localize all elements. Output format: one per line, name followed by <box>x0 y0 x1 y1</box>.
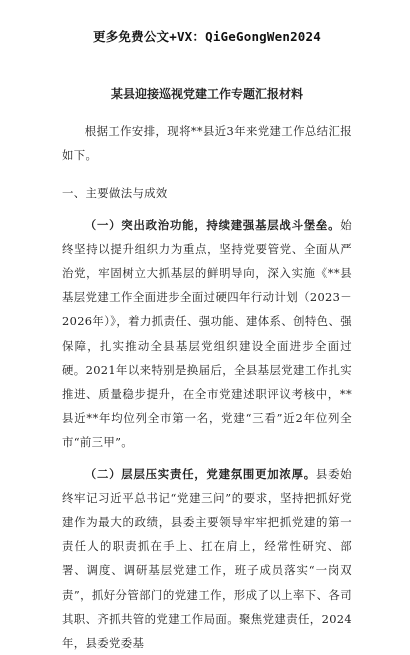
section-heading: 一、主要做法与成效 <box>62 186 168 201</box>
document-title: 某县迎接巡视党建工作专题汇报材料 <box>110 87 303 101</box>
paragraph-body: 县委始终牢记习近平总书记“党建三问”的要求，坚持把抓好党建作为最大的政绩，县委主要领导牢牢把抓党建的第一责任人的职责抓在手上、扛在肩上，经常性研究、部署、调度、调研基层党建工作，班子成员落实“一岗双责”，抓好分管部门的党建工作，形成了以上率下、各司其职、齐抓共管的党建工作局面。聚焦党建责任，2024年，县委党委基 <box>62 466 352 651</box>
body-paragraph-1 <box>62 213 352 455</box>
paragraph-lead: （二）层层压实责任，党建氛围更加浓厚。 <box>84 466 316 481</box>
paragraph-body: 始终坚持以提升组织力为重点，坚持党要管党、全面从严治党，牢固树立大抓基层的鲜明导向，深入实施《**县基层党建工作全面进步全面过硬四年行动计划（2023－2026年）》，着力抓责任、强功能、建体系、创特色、强保障，扎实推动全县基层党组织建设全面进步全面过硬。2021年以来特别是换届后，全县基层党建工作扎实推进、质量稳步提升，在全市党建述职评议考核中，**县近**年均位列全市第一名，党建“三看”近2年位列全市“前三甲”。 <box>62 217 352 450</box>
body-paragraph-2 <box>62 462 352 655</box>
watermark-header: 更多免费公文+VX：QiGeGongWen2024 <box>93 29 321 44</box>
paragraph-lead: （一）突出政治功能，持续建强基层战斗堡垒。 <box>84 217 341 232</box>
intro-paragraph: 根据工作安排，现将**县近3年来党建工作总结汇报如下。 <box>62 124 352 163</box>
